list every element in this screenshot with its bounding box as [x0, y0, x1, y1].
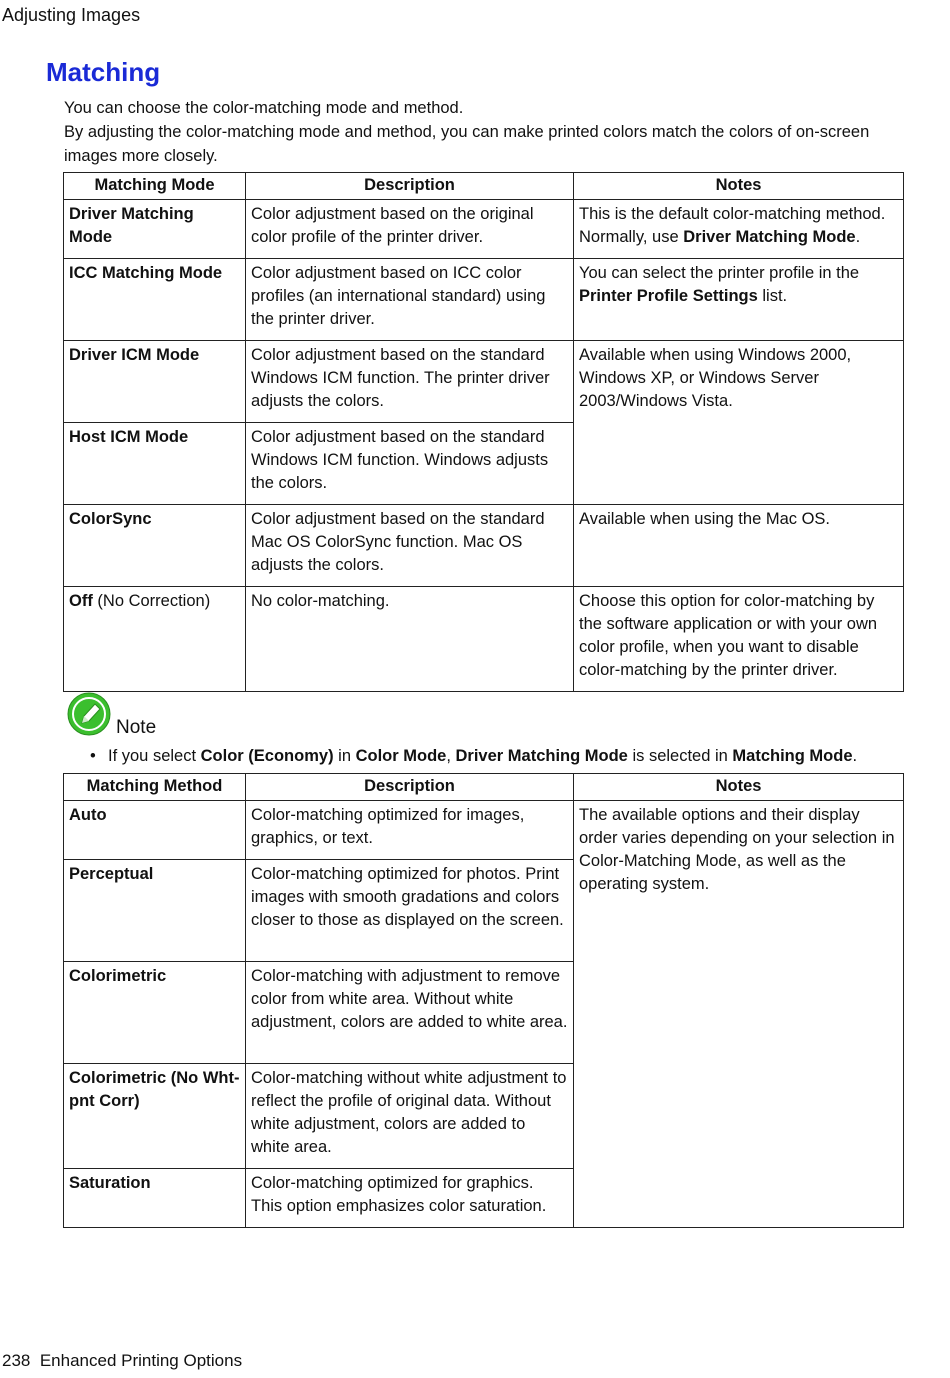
page-title: Matching: [46, 57, 161, 87]
notes-cell: [574, 200, 904, 259]
mode-cell: Driver ICM Mode: [64, 341, 246, 423]
note-bullet-item: [90, 745, 910, 768]
mode-cell: Host ICM Mode: [64, 423, 246, 505]
mode-cell: [64, 587, 246, 692]
notes-text: list.: [757, 287, 788, 305]
description-cell: Color-matching with adjustment to remove color from white area. Without white adjustment, colors are added to white area.: [246, 962, 574, 1064]
notes-text: .: [855, 228, 861, 246]
note-box: [64, 688, 904, 768]
notes-cell: Available when using Windows 2000, Windows XP, or Windows Server 2003/Windows Vista.: [574, 341, 904, 505]
note-label: Note: [116, 717, 157, 738]
table-row: [64, 505, 904, 587]
notes-emphasis: Driver Matching Mode: [683, 228, 856, 246]
note-emphasis: Matching Mode: [732, 747, 853, 765]
description-cell: Color adjustment based on the standard Windows ICM function. The printer driver adjusts the colors.: [246, 341, 574, 423]
running-header: Adjusting Images: [2, 5, 141, 25]
table-row: [64, 341, 904, 423]
page-footer: [2, 1349, 242, 1372]
column-header: Description: [246, 774, 574, 801]
notes-cell: Available when using the Mac OS.: [574, 505, 904, 587]
pencil-note-icon: [67, 692, 111, 736]
description-cell: Color adjustment based on the original color profile of the printer driver.: [246, 200, 574, 259]
mode-name: Off: [69, 592, 93, 610]
table-header-row: [64, 774, 904, 801]
notes-text: This is the default color-matching method. Normally, use: [579, 205, 886, 246]
mode-cell: ColorSync: [64, 505, 246, 587]
table-row: [64, 259, 904, 341]
description-cell: Color adjustment based on the standard Mac OS ColorSync function. Mac OS adjusts the colors.: [246, 505, 574, 587]
matching-mode-table: [63, 172, 904, 692]
column-header: Description: [246, 173, 574, 200]
table-row: [64, 587, 904, 692]
table-header-row: [64, 173, 904, 200]
column-header: Matching Method: [64, 774, 246, 801]
table-row: [64, 200, 904, 259]
notes-emphasis: Printer Profile Settings: [579, 287, 758, 305]
bullet-marker: •: [90, 747, 96, 765]
notes-cell: Choose this option for color-matching by the software application or with your own color profile, when you want to disable color-matching by the printer driver.: [574, 587, 904, 692]
method-cell: Perceptual: [64, 860, 246, 962]
column-header: Notes: [574, 173, 904, 200]
notes-cell: The available options and their display order varies depending on your selection in Color-Matching Mode, as well as the operating system.: [574, 801, 904, 1228]
mode-cell: ICC Matching Mode: [64, 259, 246, 341]
method-cell: Colorimetric (No Wht-pnt Corr): [64, 1064, 246, 1169]
note-text: in: [333, 747, 356, 765]
description-cell: Color-matching optimized for photos. Print images with smooth gradations and colors closer to those as displayed on the screen.: [246, 860, 574, 962]
intro-text: [64, 96, 904, 168]
mode-cell: Driver Matching Mode: [64, 200, 246, 259]
description-cell: Color-matching without white adjustment to reflect the profile of original data. Without white adjustment, colors are added to white area.: [246, 1064, 574, 1169]
description-cell: Color adjustment based on ICC color profiles (an international standard) using the printer driver.: [246, 259, 574, 341]
note-text: is selected in: [627, 747, 733, 765]
method-cell: Saturation: [64, 1169, 246, 1228]
notes-text: You can select the printer profile in the: [579, 264, 860, 282]
page-number: 238: [2, 1351, 31, 1370]
column-header: Notes: [574, 774, 904, 801]
method-cell: Auto: [64, 801, 246, 860]
description-cell: No color-matching.: [246, 587, 574, 692]
note-emphasis: Color Mode: [355, 747, 447, 765]
note-text: ,: [446, 747, 456, 765]
notes-cell: [574, 259, 904, 341]
footer-section: Enhanced Printing Options: [39, 1351, 243, 1370]
description-cell: Color-matching optimized for graphics. This option emphasizes color saturation.: [246, 1169, 574, 1228]
matching-method-table: [63, 773, 904, 1228]
note-emphasis: Color (Economy): [200, 747, 334, 765]
intro-line-2: By adjusting the color-matching mode and method, you can make printed colors match the colors of on-screen images more closely.: [64, 123, 870, 165]
note-text: .: [852, 747, 858, 765]
description-cell: Color-matching optimized for images, graphics, or text.: [246, 801, 574, 860]
note-text: If you select: [108, 747, 201, 765]
note-emphasis: Driver Matching Mode: [455, 747, 628, 765]
description-cell: Color adjustment based on the standard Windows ICM function. Windows adjusts the colors.: [246, 423, 574, 505]
method-cell: Colorimetric: [64, 962, 246, 1064]
column-header: Matching Mode: [64, 173, 246, 200]
mode-suffix: (No Correction): [92, 592, 211, 610]
intro-line-1: You can choose the color-matching mode and method.: [64, 99, 464, 117]
table-row: [64, 801, 904, 860]
